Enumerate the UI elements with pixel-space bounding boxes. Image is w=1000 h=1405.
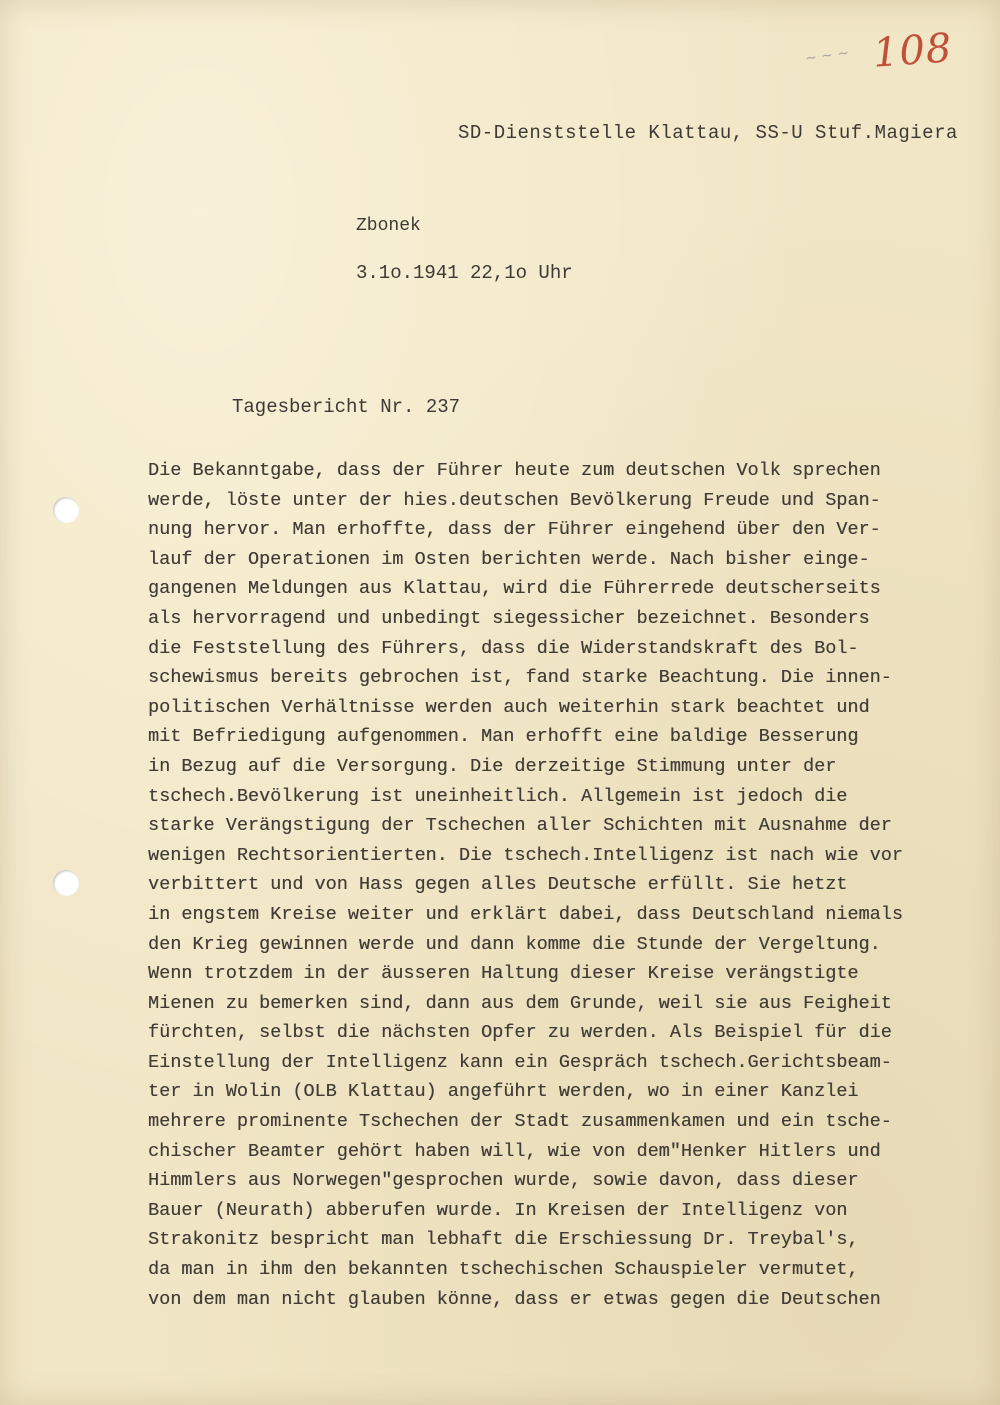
letterhead: SD-Dienststelle Klattau, SS-U Stuf.Magiera xyxy=(458,122,958,144)
body-line: Mienen zu bemerken sind, dann aus dem Grunde, weil sie aus Feigheit xyxy=(148,992,892,1014)
body-line: Einstellung der Intelligenz kann ein Gespräch tschech.Gerichtsbeam- xyxy=(148,1051,892,1073)
folio-number: 108 xyxy=(871,25,954,77)
report-body xyxy=(148,456,948,1314)
date-time-line: 3.1o.1941 22,1o Uhr xyxy=(356,262,573,284)
body-line: von dem man nicht glauben könne, dass er etwas gegen die Deutschen xyxy=(148,1288,881,1310)
body-line: mit Befriedigung aufgenommen. Man erhofft eine baldige Besserung xyxy=(148,726,859,748)
body-line: tschech.Bevölkerung ist uneinheitlich. Allgemein ist jedoch die xyxy=(148,785,848,807)
body-line: den Krieg gewinnen werde und dann komme die Stunde der Vergeltung. xyxy=(148,933,881,955)
body-line: Bauer (Neurath) abberufen wurde. In Kreisen der Intelligenz von xyxy=(148,1199,848,1221)
body-line: schewismus bereits gebrochen ist, fand starke Beachtung. Die innen- xyxy=(148,667,892,689)
body-line: politischen Verhältnisse werden auch weiterhin stark beachtet und xyxy=(148,696,870,718)
body-line: Die Bekanntgabe, dass der Führer heute zum deutschen Volk sprechen xyxy=(148,460,881,481)
body-line: verbittert und von Hass gegen alles Deutsche erfüllt. Sie hetzt xyxy=(148,874,848,896)
body-line: Himmlers aus Norwegen"gesprochen wurde, sowie davon, dass dieser xyxy=(148,1170,859,1192)
body-line: lauf der Operationen im Osten berichten werde. Nach bisher einge- xyxy=(148,548,870,570)
report-title: Tagesbericht Nr. 237 xyxy=(232,396,461,418)
body-line: mehrere prominente Tschechen der Stadt zusammenkamen und ein tsche- xyxy=(148,1111,892,1133)
body-line: da man in ihm den bekannten tschechischen Schauspieler vermutet, xyxy=(148,1259,859,1281)
body-line: ter in Wolin (OLB Klattau) angeführt werden, wo in einer Kanzlei xyxy=(148,1081,859,1103)
body-line: starke Verängstigung der Tschechen aller Schichten mit Ausnahme der xyxy=(148,815,892,837)
body-line: chischer Beamter gehört haben will, wie von dem"Henker Hitlers und xyxy=(148,1140,881,1162)
body-line: die Feststellung des Führers, dass die Widerstandskraft des Bol- xyxy=(148,637,859,659)
punch-hole-top xyxy=(53,497,79,523)
body-line: werde, löste unter der hies.deutschen Bevölkerung Freude und Span- xyxy=(148,489,881,511)
body-line: in Bezug auf die Versorgung. Die derzeitige Stimmung unter der xyxy=(148,755,837,777)
body-line: in engstem Kreise weiter und erklärt dabei, dass Deutschland niemals xyxy=(148,903,903,925)
body-line: Wenn trotzdem in der äusseren Haltung dieser Kreise verängstigte xyxy=(148,963,859,985)
body-line: wenigen Rechtsorientierten. Die tschech.Intelligenz ist nach wie vor xyxy=(148,844,903,866)
place-line: Zbonek xyxy=(356,216,421,236)
body-line: als hervorragend und unbedingt siegessicher bezeichnet. Besonders xyxy=(148,607,870,629)
punch-hole-bottom xyxy=(53,870,79,896)
body-line: gangenen Meldungen aus Klattau, wird die Führerrede deutscherseits xyxy=(148,578,881,600)
pencil-annotation: ~ ~ ~ xyxy=(804,45,850,67)
body-line: nung hervor. Man erhoffte, dass der Führer eingehend über den Ver- xyxy=(148,519,881,541)
body-line: Strakonitz bespricht man lebhaft die Erschiessung Dr. Treybal's, xyxy=(148,1229,859,1251)
body-line: fürchten, selbst die nächsten Opfer zu werden. Als Beispiel für die xyxy=(148,1022,892,1044)
